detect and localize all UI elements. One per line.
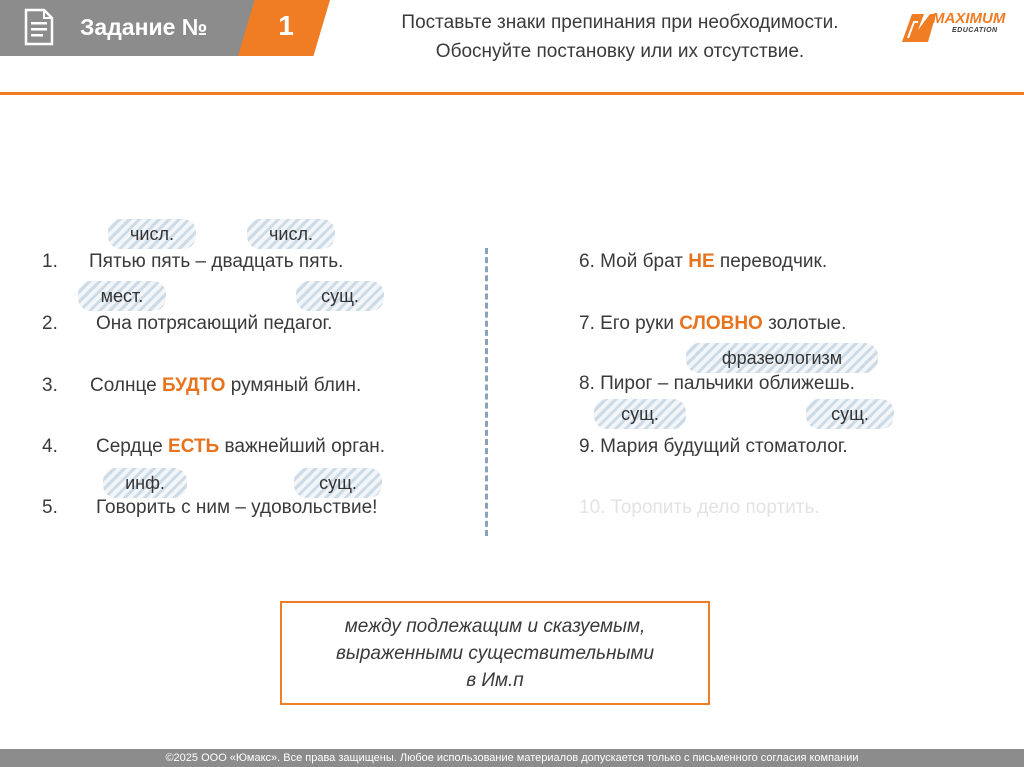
tag-noun: сущ.	[806, 399, 894, 429]
logo-subtitle: EDUCATION	[952, 27, 998, 34]
sentence-number: 2.	[42, 313, 58, 334]
sentence-number: 9.	[579, 436, 595, 457]
task-instruction	[345, 8, 895, 66]
rule-line-2: выраженными существительными	[335, 643, 655, 664]
sentence-text: Она потрясающий педагог.	[96, 313, 333, 334]
header-divider	[0, 92, 1024, 95]
sentence-6: 6. Мой брат НЕ переводчик.	[579, 251, 828, 272]
document-icon	[24, 8, 54, 46]
task-number: 1	[278, 10, 294, 41]
rule-line-1: между подлежащим и сказуемым,	[344, 616, 646, 637]
sentence-text: Сердце ЕСТЬ важнейший орган.	[96, 436, 386, 457]
sentence-text: Мария будущий стоматолог.	[594, 436, 848, 457]
column-divider	[485, 248, 488, 536]
tag-noun: сущ.	[296, 281, 384, 311]
sentence-9	[579, 436, 848, 458]
sentence-number: 7.	[579, 313, 595, 334]
task-header	[0, 0, 330, 56]
tag-phraseologism: фразеологизм	[686, 343, 878, 373]
tag-numeral: числ.	[247, 219, 335, 249]
instruction-line-1: Поставьте знаки препинания при необходимости.	[401, 12, 839, 33]
sentence-number: 5.	[42, 497, 58, 518]
sentence-text: Торопить дело портить.	[605, 497, 820, 518]
tag-noun: сущ.	[594, 399, 686, 429]
rule-line-3: в Им.п	[466, 670, 524, 691]
copyright-footer: ©2025 ООО «Юмакс». Все права защищены. Любое использование материалов допускается только с письменного согласия компании	[0, 749, 1024, 767]
rule-box	[280, 601, 710, 705]
highlight-word: СЛОВНО	[679, 313, 763, 334]
tag-pronoun: мест.	[78, 281, 166, 311]
highlight-word: БУДТО	[161, 375, 226, 396]
highlight-word: НЕ	[688, 251, 715, 272]
sentence-number: 3.	[42, 375, 58, 396]
sentence-number: 1.	[42, 251, 58, 272]
tag-noun: сущ.	[294, 468, 382, 498]
highlight-word: ЕСТЬ	[168, 436, 220, 457]
sentence-text: Пятью пять – двадцать пять.	[89, 251, 344, 272]
sentence-8	[579, 373, 855, 395]
task-label: Задание №	[80, 14, 208, 40]
logo-wordmark: MAXIMUM	[932, 10, 1006, 27]
sentence-text: Говорить с ним – удовольствие!	[96, 497, 378, 518]
tag-infinitive: инф.	[103, 468, 187, 498]
sentence-number: 8.	[579, 373, 595, 394]
sentence-text: Пирог – пальчики оближешь.	[594, 373, 855, 394]
sentence-number: 4.	[42, 436, 58, 457]
sentence-7: 7. Его руки СЛОВНО золотые.	[579, 313, 847, 334]
instruction-line-2: Обоснуйте постановку или их отсутствие.	[435, 41, 805, 62]
sentence-number: 10.	[579, 497, 606, 518]
tag-numeral: числ.	[108, 219, 196, 249]
sentence-text: Солнце БУДТО румяный блин.	[90, 375, 362, 396]
sentence-10	[579, 497, 820, 519]
sentence-number: 6.	[579, 251, 595, 272]
